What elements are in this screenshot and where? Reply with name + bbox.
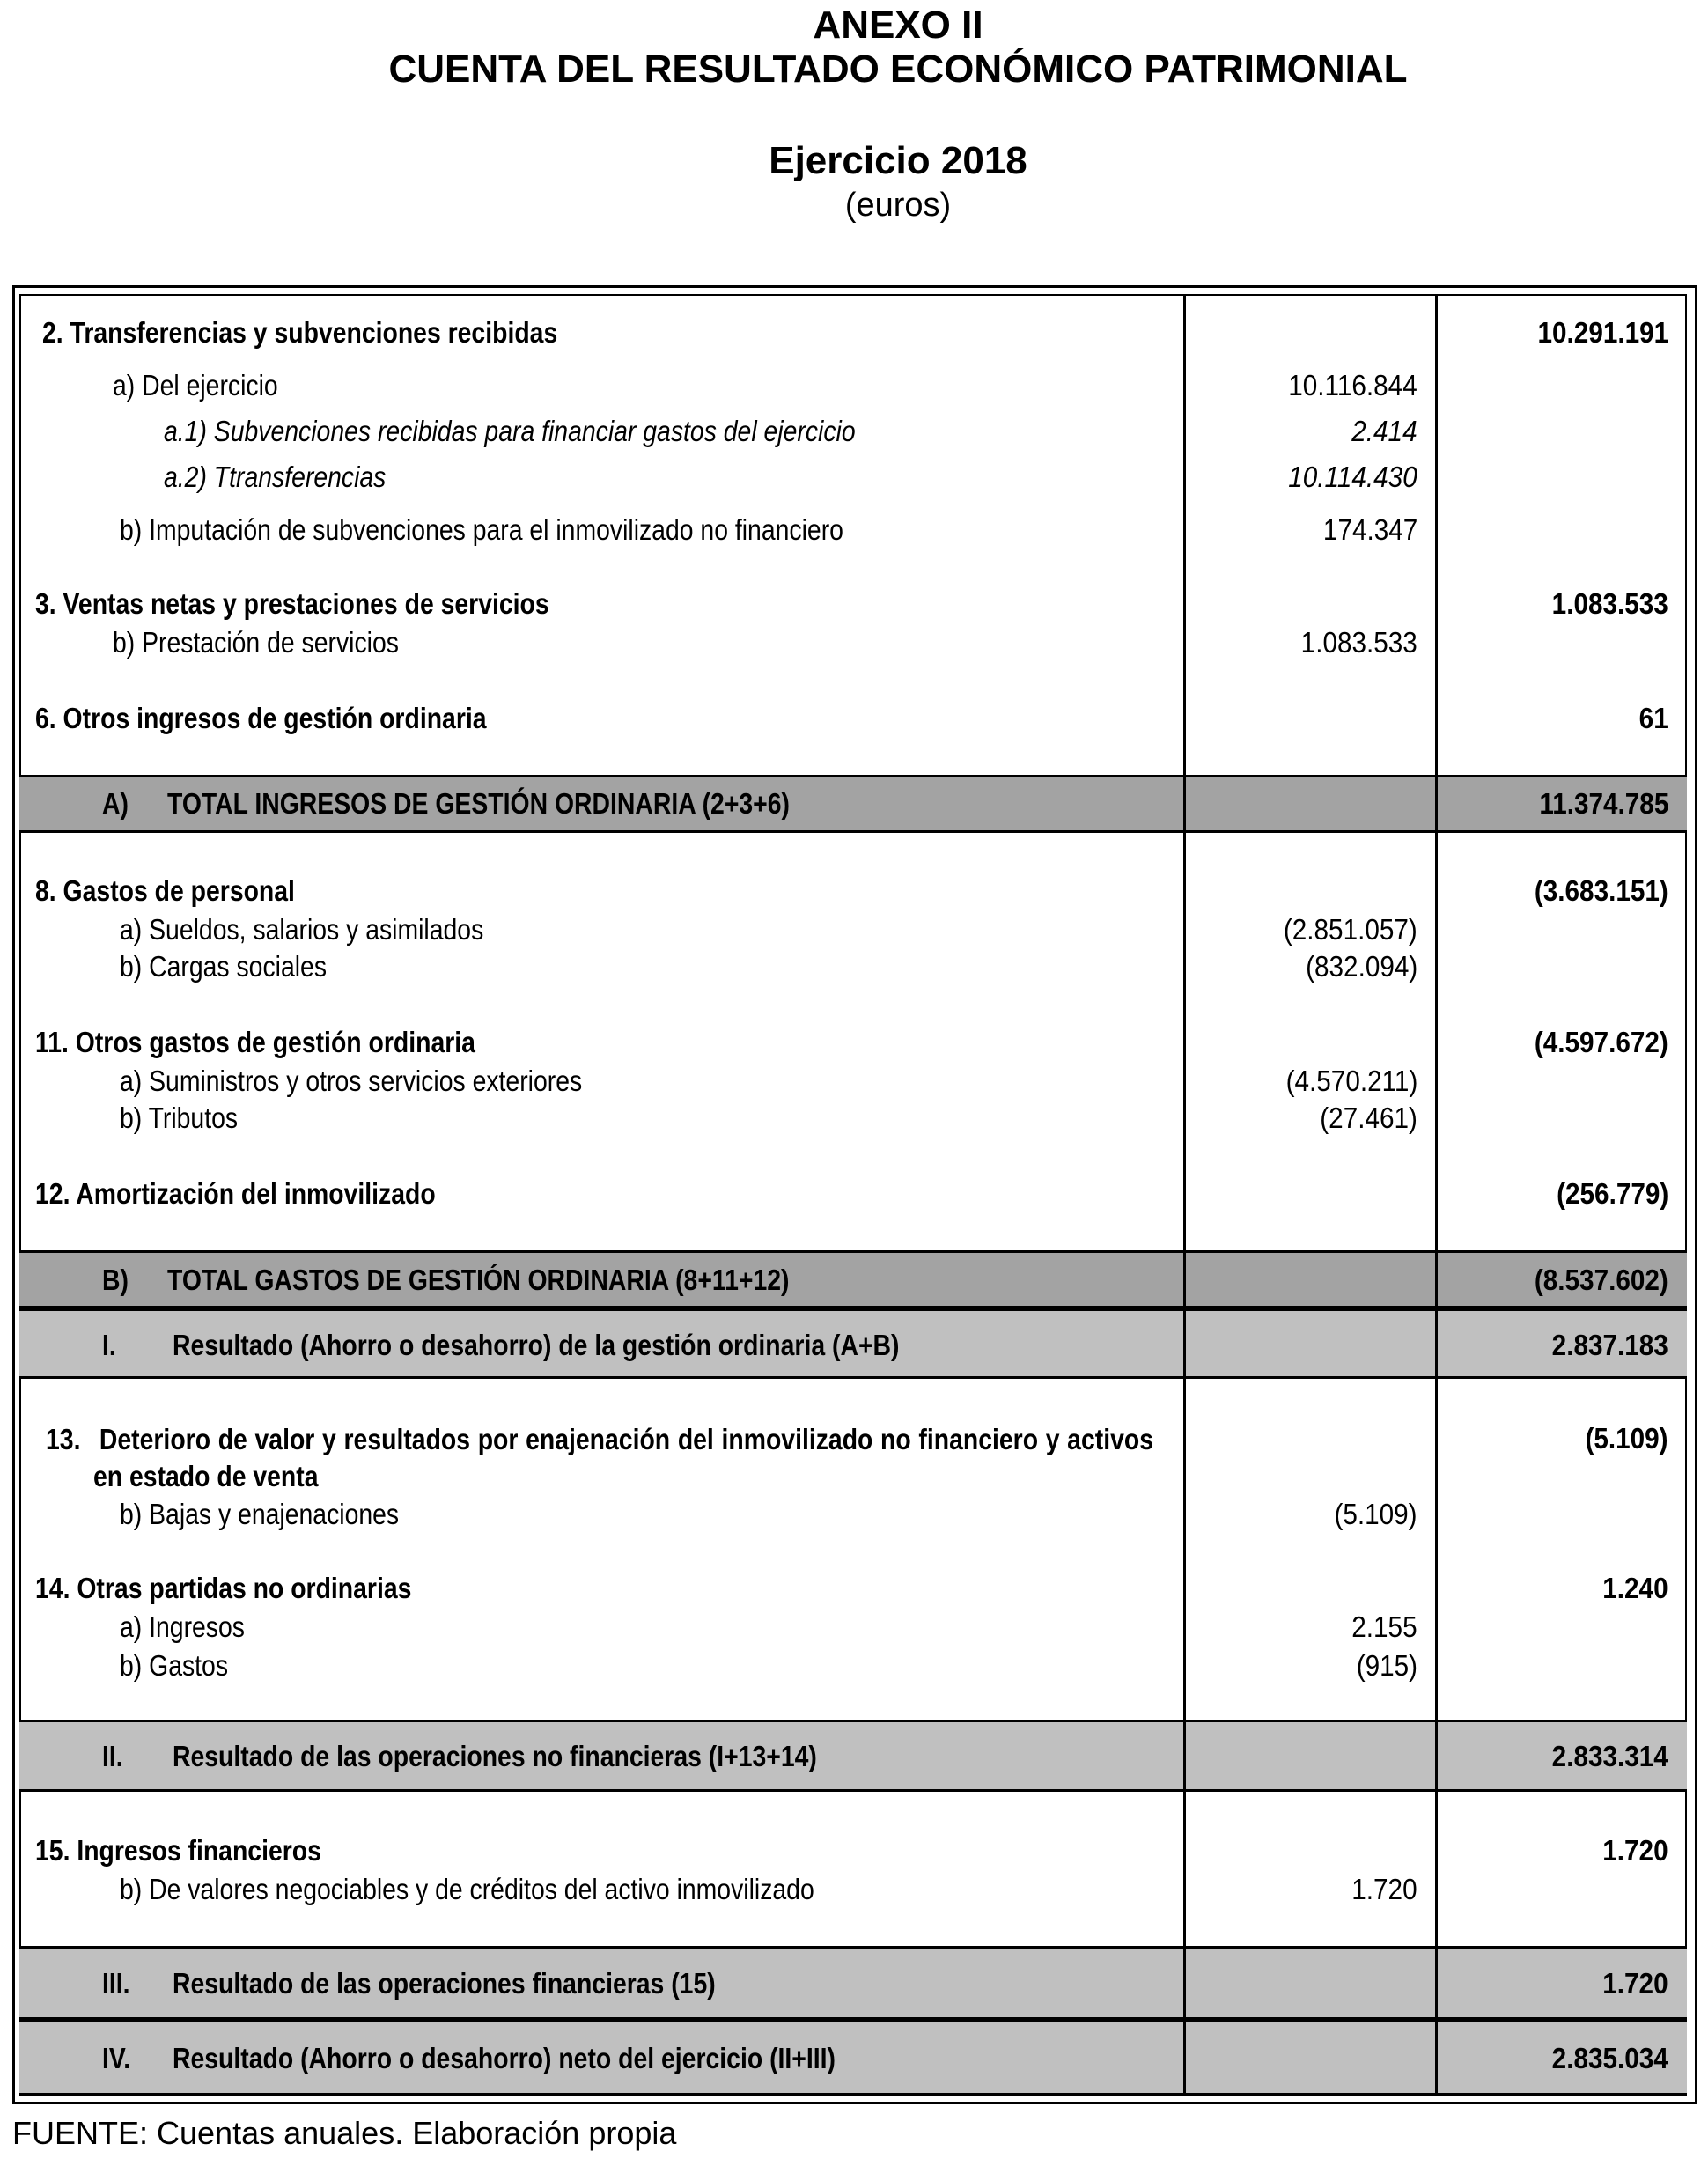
total-label: TOTAL INGRESOS DE GESTIÓN ORDINARIA (2+3+6) — [167, 787, 791, 820]
column-divider-1 — [1183, 294, 1186, 2096]
result-label: Resultado (Ahorro o desahorro) de la gestión ordinaria (A+B) — [173, 1329, 900, 1361]
row-label: Deterioro de valor y resultados por enajenación del inmovilizado no financiero y activos en estado de venta — [93, 1423, 1153, 1492]
row-label: a.2) Ttransferencias — [164, 460, 387, 493]
result-key: II. — [102, 1740, 123, 1772]
result-value: 1.720 — [1602, 1967, 1668, 2000]
result-label: Resultado (Ahorro o desahorro) neto del ejercicio (II+III) — [173, 2042, 836, 2074]
result-value: 2.835.034 — [1551, 2042, 1668, 2074]
result-value: 2.833.314 — [1551, 1740, 1668, 1772]
row-label: 14. Otras partidas no ordinarias — [35, 1572, 412, 1604]
row-amount: 2.414 — [1351, 415, 1417, 447]
row-amount: 2.155 — [1351, 1610, 1417, 1643]
row-label: b) Gastos — [120, 1649, 229, 1682]
total-value: 11.374.785 — [1538, 787, 1668, 820]
row-amount: 174.347 — [1322, 513, 1417, 546]
row-amount: (27.461) — [1320, 1101, 1417, 1134]
row-label: 3. Ventas netas y prestaciones de servicios — [35, 587, 549, 620]
row-label: 15. Ingresos financieros — [35, 1834, 321, 1867]
row-amount: 1.720 — [1351, 1873, 1417, 1905]
row-total: (256.779) — [1556, 1177, 1668, 1210]
row-total: (5.109) — [1585, 1422, 1668, 1455]
result-key: III. — [102, 1967, 130, 2000]
row-label: a.1) Subvenciones recibidas para financiar gastos del ejercicio — [164, 415, 856, 447]
row-amount: 10.116.844 — [1288, 369, 1417, 402]
row-label: b) Tributos — [120, 1101, 239, 1134]
row-total: (4.597.672) — [1535, 1026, 1668, 1058]
row-amount: (5.109) — [1334, 1498, 1417, 1530]
row-label: b) Bajas y enajenaciones — [120, 1498, 400, 1530]
row-label: a) Sueldos, salarios y asimilados — [120, 913, 484, 946]
total-label: TOTAL GASTOS DE GESTIÓN ORDINARIA (8+11+12) — [167, 1264, 790, 1296]
row-number: 13. — [46, 1423, 81, 1455]
row-amount: 1.083.533 — [1300, 626, 1417, 659]
row-label: a) Del ejercicio — [113, 369, 278, 402]
row-label: b) Cargas sociales — [120, 950, 328, 983]
total-value: (8.537.602) — [1535, 1264, 1668, 1296]
row-total: 10.291.191 — [1537, 316, 1668, 349]
row-label: a) Ingresos — [120, 1610, 245, 1643]
row-total: 61 — [1638, 702, 1668, 734]
total-key: B) — [102, 1264, 129, 1296]
row-amount: (2.851.057) — [1284, 913, 1417, 946]
row-amount: (915) — [1356, 1649, 1417, 1682]
row-label: b) De valores negociables y de créditos del activo inmovilizado — [120, 1873, 814, 1905]
source-note: FUENTE: Cuentas anuales. Elaboración propia — [12, 2115, 677, 2151]
row-amount: (4.570.211) — [1285, 1065, 1417, 1097]
row-label: 2. Transferencias y subvenciones recibidas — [42, 316, 558, 349]
row-label: 12. Amortización del inmovilizado — [35, 1177, 436, 1210]
row-amount: 10.114.430 — [1288, 460, 1417, 493]
result-key: IV. — [102, 2042, 131, 2074]
row-label: b) Imputación de subvenciones para el inmovilizado no financiero — [120, 513, 843, 546]
row-label: b) Prestación de servicios — [113, 626, 399, 659]
result-label: Resultado de las operaciones no financieras (I+13+14) — [173, 1740, 817, 1772]
statement-title: CUENTA DEL RESULTADO ECONÓMICO PATRIMONIAL — [388, 48, 1408, 91]
row-total: (3.683.151) — [1535, 874, 1668, 907]
result-key: I. — [102, 1329, 116, 1361]
column-divider-2 — [1435, 294, 1438, 2096]
total-key: A) — [102, 787, 129, 820]
row-label: a) Suministros y otros servicios exteriores — [120, 1065, 583, 1097]
row-total: 1.720 — [1602, 1834, 1668, 1867]
result-value: 2.837.183 — [1551, 1329, 1668, 1361]
currency-unit: (euros) — [844, 187, 952, 224]
row-label: 6. Otros ingresos de gestión ordinaria — [35, 702, 487, 734]
row-total: 1.240 — [1602, 1572, 1668, 1604]
annex-label: ANEXO II — [813, 4, 983, 47]
row-label: 8. Gastos de personal — [35, 874, 295, 907]
row-total: 1.083.533 — [1551, 587, 1668, 620]
row-label: 11. Otros gastos de gestión ordinaria — [35, 1026, 475, 1058]
row-amount: (832.094) — [1305, 950, 1417, 983]
result-label: Resultado de las operaciones financieras (15) — [173, 1967, 716, 2000]
fiscal-year: Ejercicio 2018 — [769, 139, 1027, 182]
